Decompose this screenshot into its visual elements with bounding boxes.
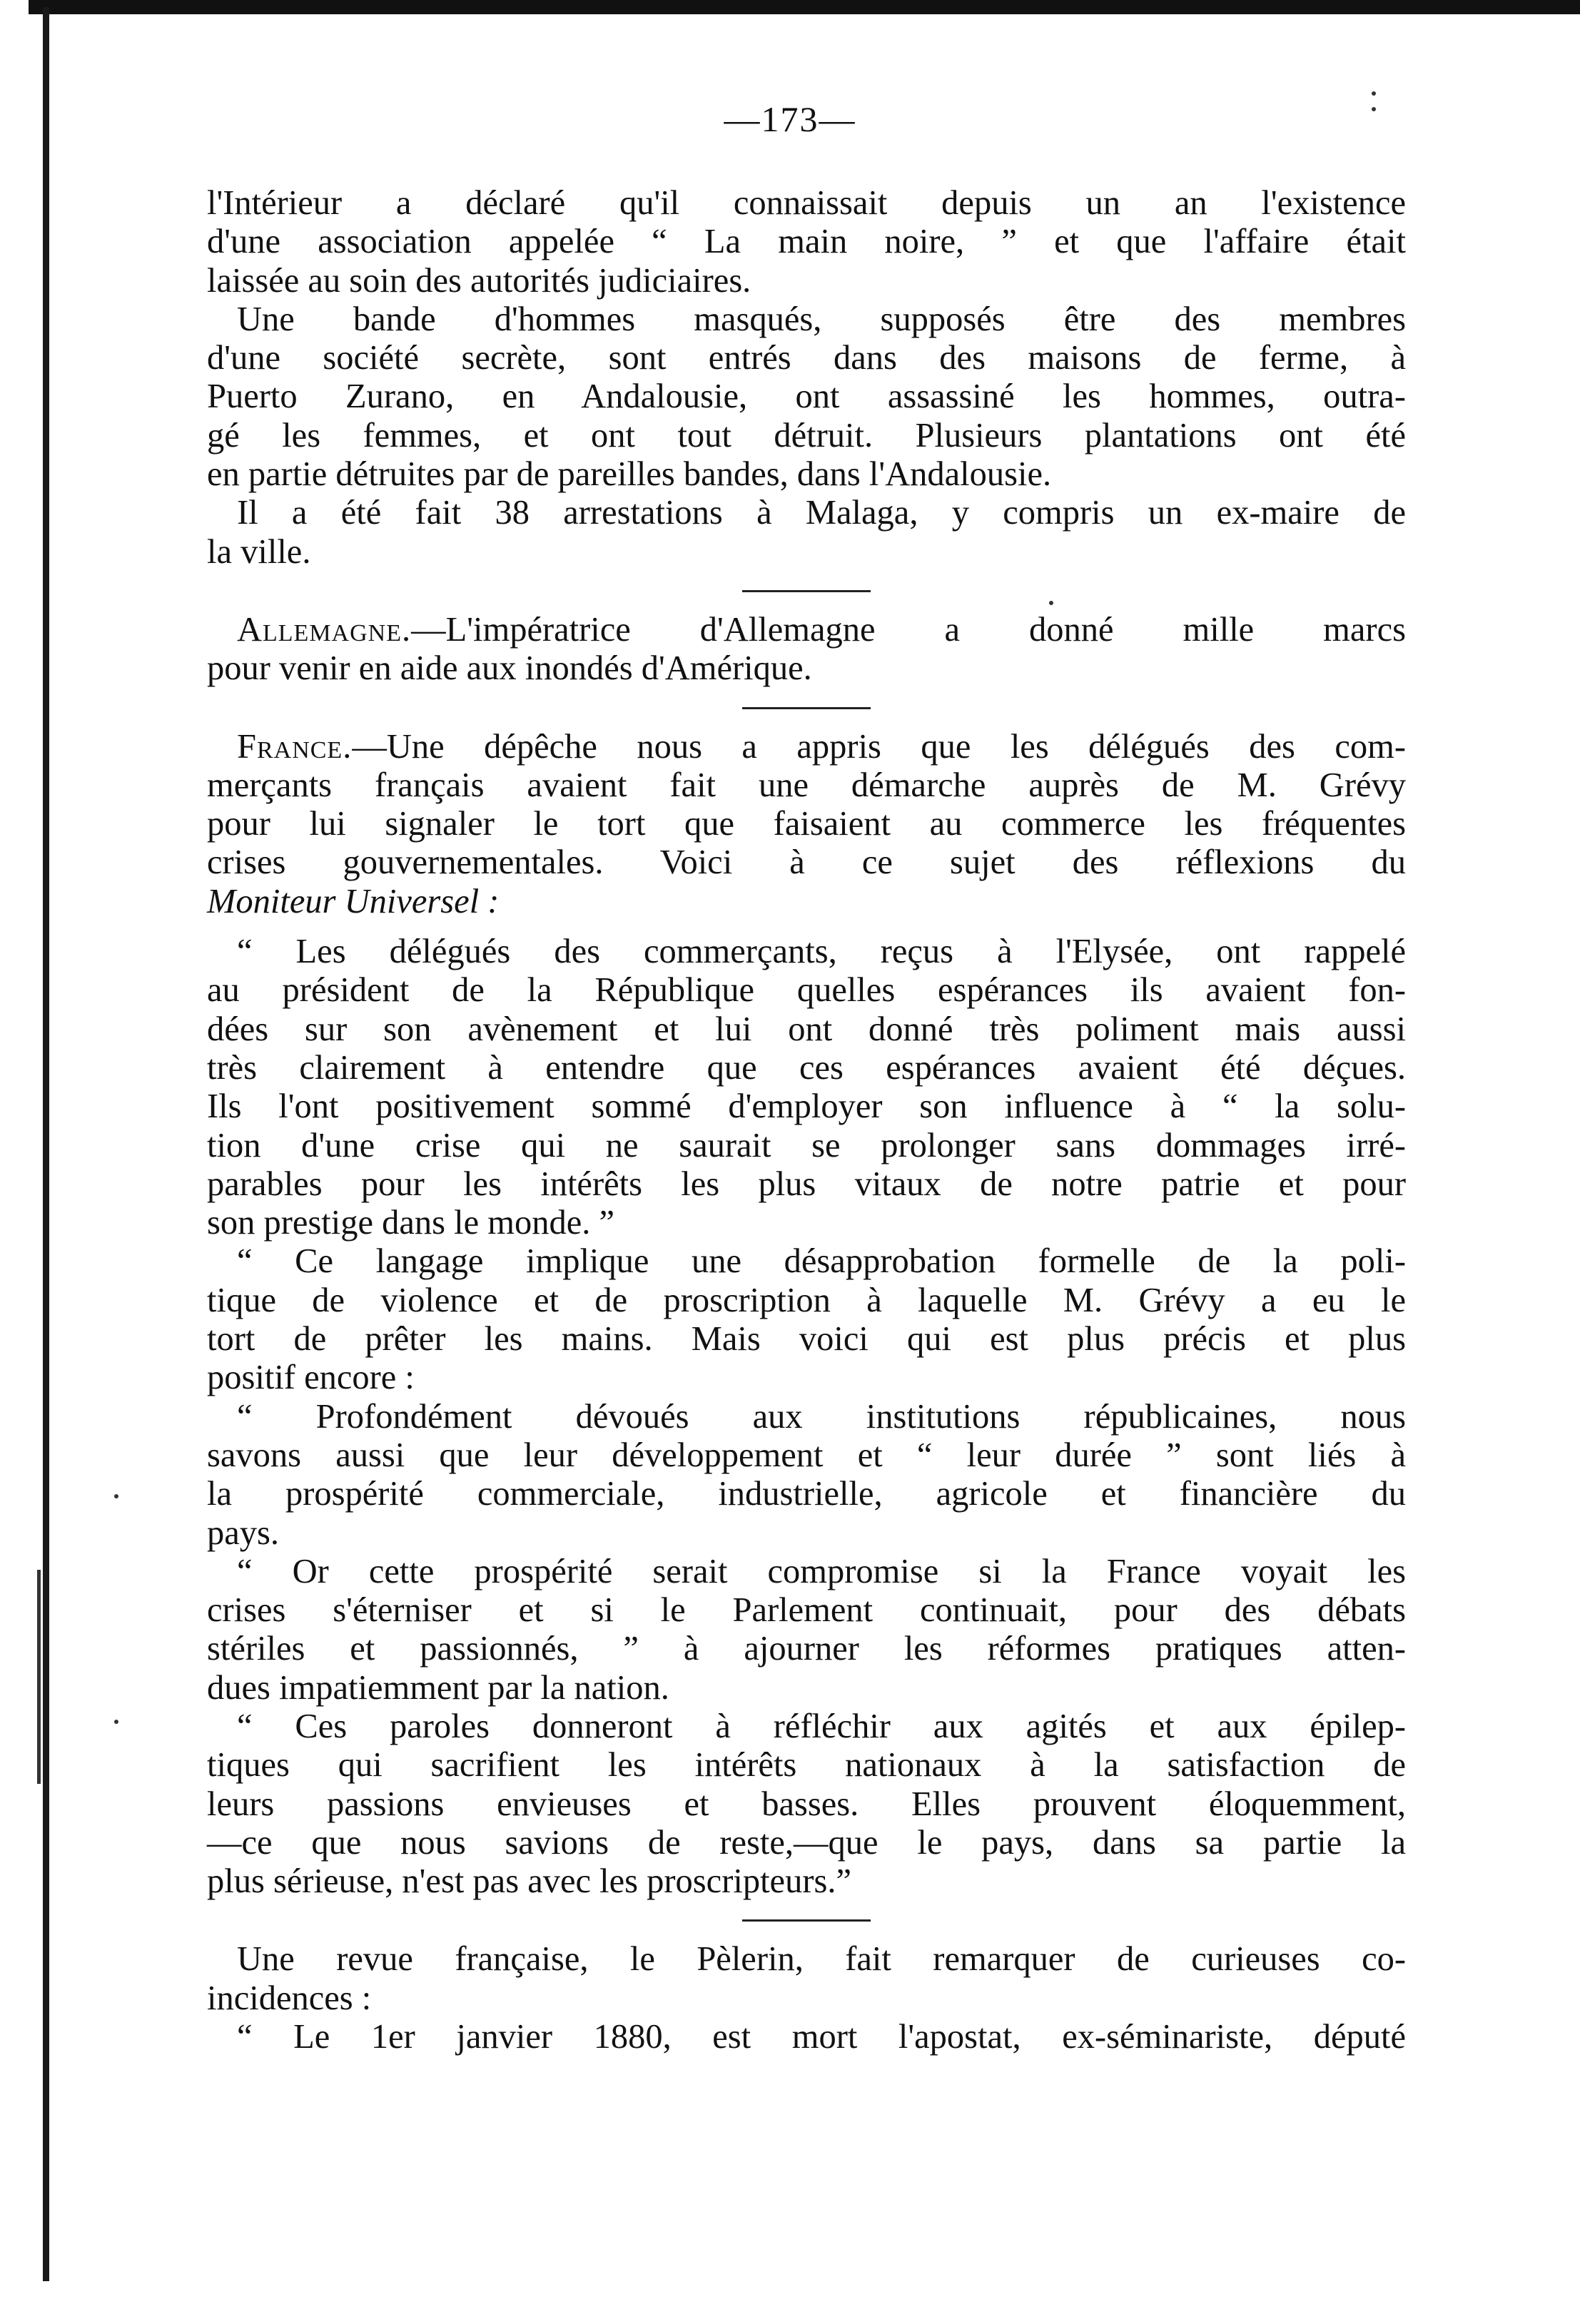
section-separator <box>742 707 871 709</box>
text-line: “ Ce langage implique une désapprobation formelle de la poli- <box>237 1242 1406 1281</box>
paragraph-arrestations <box>207 494 1406 572</box>
text-line: pour venir en aide aux inondés d'Amérique. <box>207 649 812 688</box>
text-line: dées sur son avènement et lui ont donné très poliment mais aussi <box>207 1010 1406 1048</box>
article-text <box>207 184 1406 2056</box>
text-line: l'Intérieur a déclaré qu'il connaissait depuis un an l'existence <box>207 184 1406 222</box>
speck-mark <box>1372 91 1376 96</box>
text-line: “ Le 1er janvier 1880, est mort l'apostat, ex-séminariste, député <box>237 2018 1406 2056</box>
text-line <box>207 611 1406 649</box>
text-line: Une bande d'hommes masqués, supposés être des membres <box>237 300 1406 338</box>
text-line <box>207 728 1406 766</box>
paragraph-quote-1 <box>207 933 1406 1242</box>
text-line: incidences : <box>207 1979 372 2017</box>
text-line: merçants français avaient fait une démarche auprès de M. Grévy <box>207 766 1406 804</box>
text-line: “ Or cette prospérité serait compromise si la France voyait les <box>237 1552 1406 1590</box>
text-line: —ce que nous savions de reste,—que le pays, dans sa partie la <box>207 1823 1406 1862</box>
text-line: tiques qui sacrifient les intérêts nationaux à la satisfaction de <box>207 1746 1406 1785</box>
spacer <box>207 921 1406 933</box>
paragraph-interieur <box>207 184 1406 300</box>
text-line: tort de prêter les mains. Mais voici qui est plus précis et plus <box>207 1320 1406 1359</box>
text-line: crises gouvernementales. Voici à ce sujet des réflexions du <box>207 843 1406 882</box>
text-line: stériles et passionnés, ” à ajourner les réformes pratiques atten- <box>207 1630 1406 1668</box>
text-line: laissée au soin des autorités judiciaires. <box>207 261 751 300</box>
speck-mark <box>114 1494 118 1498</box>
text-line: gé les femmes, et ont tout détruit. Plusieurs plantations ont été <box>207 416 1406 455</box>
text-line: tique de violence et de proscription à laquelle M. Grévy a eu le <box>207 1281 1406 1319</box>
text-line: son prestige dans le monde. ” <box>207 1204 615 1242</box>
text-line: la prospérité commerciale, industrielle, agricole et financière du <box>207 1475 1406 1513</box>
text-line: leurs passions envieuses et basses. Elles prouvent éloquemment, <box>207 1785 1406 1823</box>
text-line: pour lui signaler le tort que faisaient au commerce les fréquentes <box>207 805 1406 843</box>
text-line: la ville. <box>207 532 311 571</box>
text-line: Une revue française, le Pèlerin, fait remarquer de curieuses co- <box>237 1940 1406 1979</box>
left-border-rule <box>43 7 49 2281</box>
text-line: plus sérieuse, n'est pas avec les proscripteurs.” <box>207 1862 852 1901</box>
text-line: Moniteur Universel : <box>207 882 500 920</box>
paragraph-bande <box>207 300 1406 494</box>
paragraph-revue <box>207 1940 1406 2056</box>
left-border-mark <box>37 1570 41 1784</box>
text-line: dues impatiemment par la nation. <box>207 1668 669 1707</box>
text-line: Ils l'ont positivement sommé d'employer son influence à “ la solu- <box>207 1087 1406 1126</box>
section-separator <box>742 1919 871 1922</box>
paragraph-quote-2 <box>207 1242 1406 1397</box>
text-line: très clairement à entendre que ces espérances avaient été déçues. <box>207 1048 1406 1087</box>
paragraph-quote-4 <box>207 1553 1406 1708</box>
text-line: d'une association appelée “ La main noire, ” et que l'affaire était <box>207 223 1406 261</box>
speck-mark <box>114 1720 118 1724</box>
text-line: d'une société secrète, sont entrés dans des maisons de ferme, à <box>207 339 1406 377</box>
text-line: crises s'éterniser et si le Parlement continuait, pour des débats <box>207 1591 1406 1630</box>
text-line: Puerto Zurano, en Andalousie, ont assassiné les hommes, outra- <box>207 377 1406 416</box>
text-line: savons aussi que leur développement et “ leur durée ” sont liés à <box>207 1436 1406 1474</box>
section-heading-france: France. <box>237 727 353 766</box>
text-line-body: —L'impératrice d'Allemagne a donné mille marcs <box>411 610 1406 649</box>
text-line: parables pour les intérêts les plus vitaux de notre patrie et pour <box>207 1164 1406 1203</box>
page-number: —173— <box>724 99 856 139</box>
text-line: positif encore : <box>207 1359 415 1397</box>
text-line: “ Ces paroles donneront à réfléchir aux agités et aux épilep- <box>237 1707 1406 1745</box>
text-line: en partie détruites par de pareilles bandes, dans l'Andalousie. <box>207 455 1052 494</box>
text-line: tion d'une crise qui ne saurait se prolonger sans dommages irré- <box>207 1126 1406 1164</box>
paragraph-quote-3 <box>207 1398 1406 1553</box>
text-line: Il a été fait 38 arrestations à Malaga, y compris un ex-maire de <box>237 494 1406 532</box>
text-line-body: —Une dépêche nous a appris que les délégués des com- <box>352 727 1406 766</box>
paragraph-france <box>207 728 1406 921</box>
top-border-rule <box>29 0 1580 14</box>
text-line: au président de la République quelles espérances ils avaient fon- <box>207 971 1406 1010</box>
paragraph-allemagne <box>207 611 1406 689</box>
section-heading-allemagne: Allemagne. <box>237 610 412 649</box>
text-line: pays. <box>207 1513 280 1552</box>
text-line: “ Profondément dévoués aux institutions républicaines, nous <box>237 1397 1406 1436</box>
section-separator <box>742 590 871 592</box>
paragraph-quote-5 <box>207 1708 1406 1901</box>
text-line: “ Les délégués des commerçants, reçus à l'Elysée, ont rappelé <box>237 933 1406 971</box>
